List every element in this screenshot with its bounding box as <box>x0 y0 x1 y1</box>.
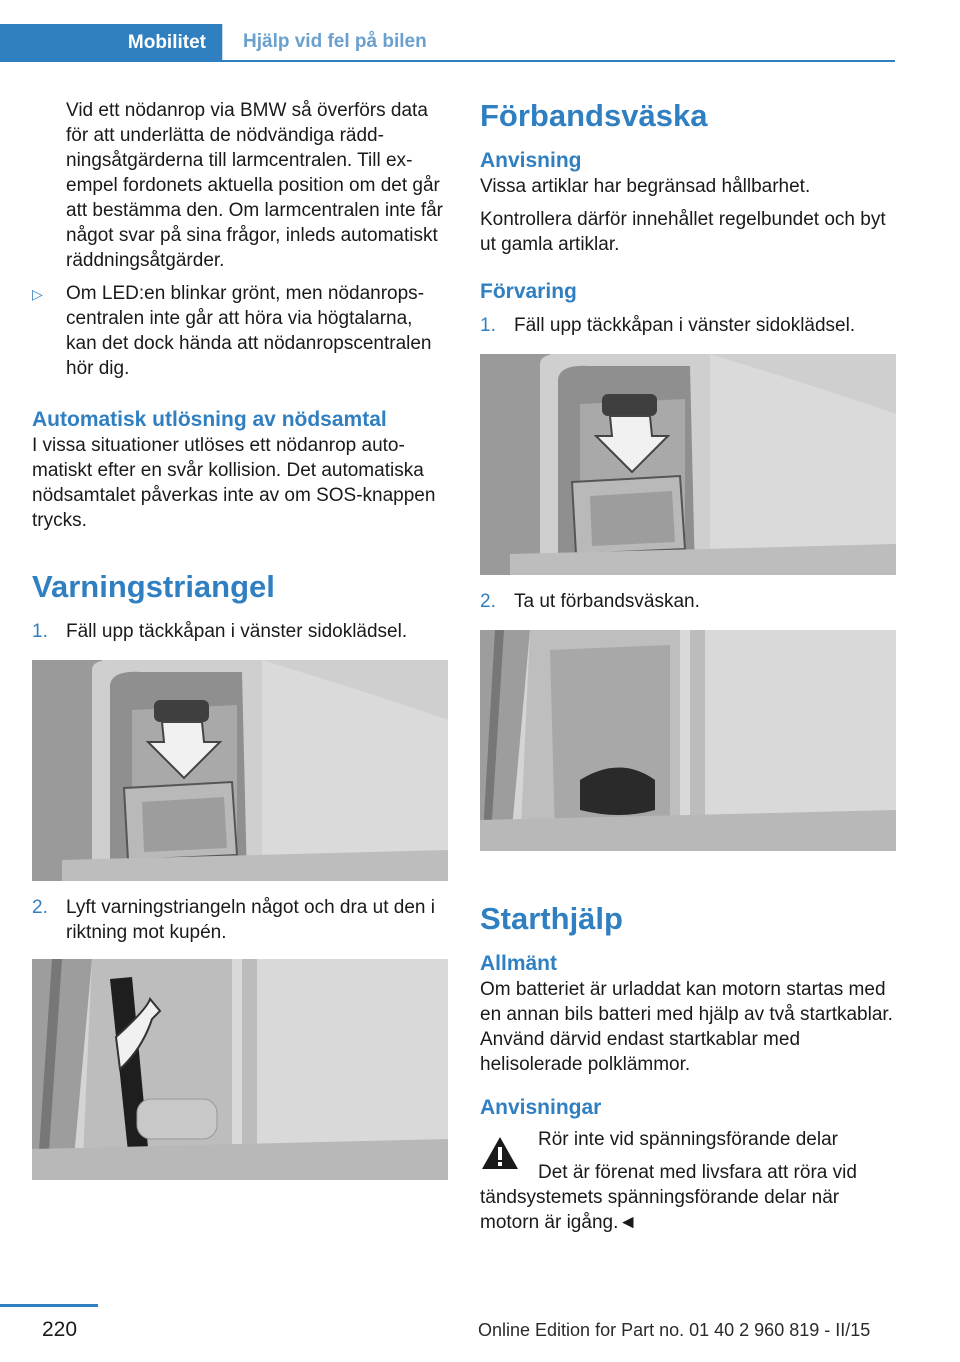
general-text: Om batteriet är urladdat kan motorn startas med en annan bils batteri med hjälp av två startkablar. Använd därvid endast startkablar med helisolerade polklämmor. <box>480 979 893 1075</box>
page-number: 220 <box>42 1318 78 1341</box>
triangle-step-2 <box>32 895 448 945</box>
photo-kit-side-panel-cover <box>480 354 896 575</box>
step-text: Lyft varningstriangeln något och dra ut den i riktning mot kupén. <box>66 897 435 943</box>
left-column <box>32 98 448 1180</box>
warning-text-1: Det är förenat med livsfara att röra vid <box>538 1162 857 1183</box>
header-rule <box>0 60 895 62</box>
photo-warning-triangle-removal <box>32 959 448 1180</box>
intro-paragraph: Vid ett nödanrop via BMW så överförs data för att underlätta de nödvändiga räddningsåtgärderna till larmcentralen. Till exempel fordonets aktuella position om det går att bestämma den. Om larmcentralen inte får något svar på sina frågor, inleds automatiskt räddningsåtgärder. <box>66 100 443 271</box>
warning-text-2: tändsystemets spänningsförande delar när motorn är igång.◄ <box>480 1187 840 1233</box>
notes-heading: Anvisningar <box>480 1096 602 1119</box>
step-number: 2. <box>32 897 48 918</box>
note-heading: Anvisning <box>480 149 582 172</box>
step-text: Fäll upp täckkåpan i vänster sidoklädsel. <box>66 621 408 642</box>
step-number: 2. <box>480 591 496 612</box>
bullet-item <box>32 281 448 381</box>
note-text-1: Vissa artiklar har begränsad hållbarhet. <box>480 176 811 197</box>
storage-heading: Förvaring <box>480 280 577 303</box>
edition-text: Online Edition for Part no. 01 40 2 960 819 - II/15 <box>478 1320 871 1340</box>
step-text: Ta ut förbandsväskan. <box>514 591 700 612</box>
note-text-2: Kontrollera därför innehållet regelbundet och byt ut gamla artiklar. <box>480 209 886 255</box>
auto-call-heading: Automatisk utlösning av nödsamtal <box>32 408 387 431</box>
photo-first-aid-kit-removal <box>480 630 896 851</box>
warning-triangle-heading: Varningstriangel <box>32 569 275 604</box>
auto-call-text: I vissa situationer utlöses ett nödanrop automatiskt efter en svår kollision. Det automatiska nödsamtalet påverkas inte av om SOS-knappen trycks. <box>32 435 436 531</box>
triangle-step-1 <box>32 619 448 644</box>
step-number: 1. <box>480 315 496 336</box>
kit-step-1 <box>480 313 896 338</box>
step-number: 1. <box>32 621 48 642</box>
bullet-triangle-icon: ▷ <box>32 286 43 302</box>
photo-side-panel-cover <box>32 660 448 881</box>
bullet-text: Om LED:en blinkar grönt, men nödanropscentralen inte går att höra via högtalarna, kan det dock hända att nödanropscentralen hör dig. <box>66 283 432 379</box>
general-heading: Allmänt <box>480 952 558 975</box>
warning-icon <box>480 1135 520 1171</box>
right-column <box>480 98 896 1235</box>
warning-title: Rör inte vid spänningsförande delar <box>538 1129 838 1150</box>
jump-start-heading: Starthjälp <box>480 901 623 936</box>
warning-block <box>480 1127 896 1185</box>
page-header <box>0 24 895 62</box>
step-text: Fäll upp täckkåpan i vänster sidoklädsel. <box>514 315 856 336</box>
section-tab-breakdown-help[interactable]: Hjälp vid fel på bilen <box>222 24 447 60</box>
first-aid-kit-heading: Förbandsväska <box>480 98 708 133</box>
section-tab-mobilitet[interactable]: Mobilitet <box>0 24 222 62</box>
footer-rule <box>0 1304 98 1307</box>
kit-step-2 <box>480 589 896 614</box>
